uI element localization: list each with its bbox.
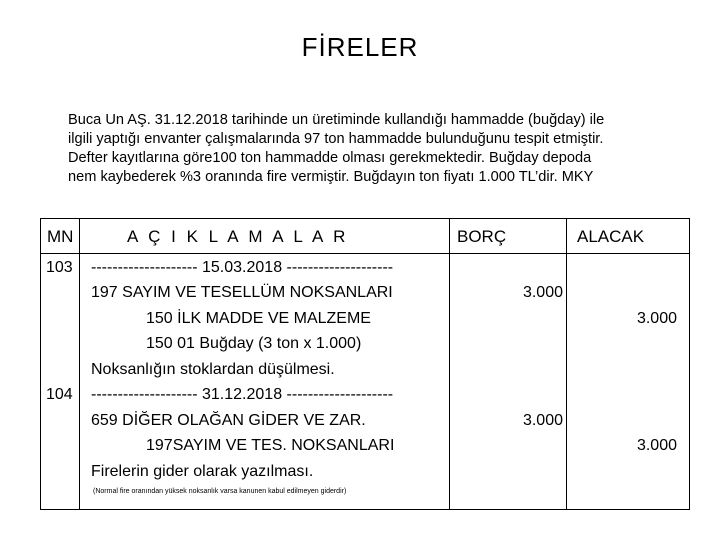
header-aciklama: A Ç I K L A M A L A R: [127, 227, 346, 246]
entry-number: 103: [46, 259, 73, 276]
journal-table: [40, 218, 690, 510]
column-divider: [449, 219, 450, 509]
debit-account: 197 SAYIM VE TESELLÜM NOKSANLARI: [91, 284, 393, 301]
intro-line: ilgili yaptığı envanter çalışmalarında 97 ton hammadde bulunduğunu tespit etmiştir.: [68, 131, 604, 147]
header-alacak: ALACAK: [577, 227, 645, 246]
credit-amount: 3.000: [636, 310, 677, 327]
header-divider: [41, 253, 689, 254]
credit-account: 197SAYIM VE TES. NOKSANLARI: [146, 437, 395, 454]
debit-amount: 3.000: [522, 284, 563, 301]
entry-number: 104: [46, 386, 73, 403]
page-title: FİRELER: [301, 32, 419, 62]
column-divider: [79, 219, 80, 509]
credit-amount: 3.000: [636, 437, 677, 454]
header-borc: BORÇ: [457, 227, 507, 246]
debit-account: 659 DİĞER OLAĞAN GİDER VE ZAR.: [91, 412, 366, 429]
footnote: (Normal fire oranından yüksek noksanlık varsa kanunen kabul edilmeyen giderdir): [93, 488, 347, 495]
column-divider: [566, 219, 567, 509]
entry-explanation: Firelerin gider olarak yazılması.: [91, 463, 314, 480]
header-mn: MN: [47, 227, 74, 246]
sub-account: 150 01 Buğday (3 ton x 1.000): [146, 335, 362, 352]
date-separator: -------------------- 31.12.2018 --------------------: [91, 386, 394, 403]
entry-explanation: Noksanlığın stoklardan düşülmesi.: [91, 361, 335, 378]
intro-line: Buca Un AŞ. 31.12.2018 tarihinde un üretiminde kullandığı hammadde (buğday) ile: [68, 112, 605, 128]
intro-line: nem kaybederek %3 oranında fire vermiştir. Buğdayın ton fiyatı 1.000 TL’dir. MKY: [68, 169, 594, 185]
date-separator: -------------------- 15.03.2018 --------------------: [91, 259, 394, 276]
intro-line: Defter kayıtlarına göre100 ton hammadde olması gerekmektedir. Buğday depoda: [68, 150, 592, 166]
debit-amount: 3.000: [522, 412, 563, 429]
credit-account: 150 İLK MADDE VE MALZEME: [146, 310, 371, 327]
intro-paragraph: [68, 111, 690, 187]
